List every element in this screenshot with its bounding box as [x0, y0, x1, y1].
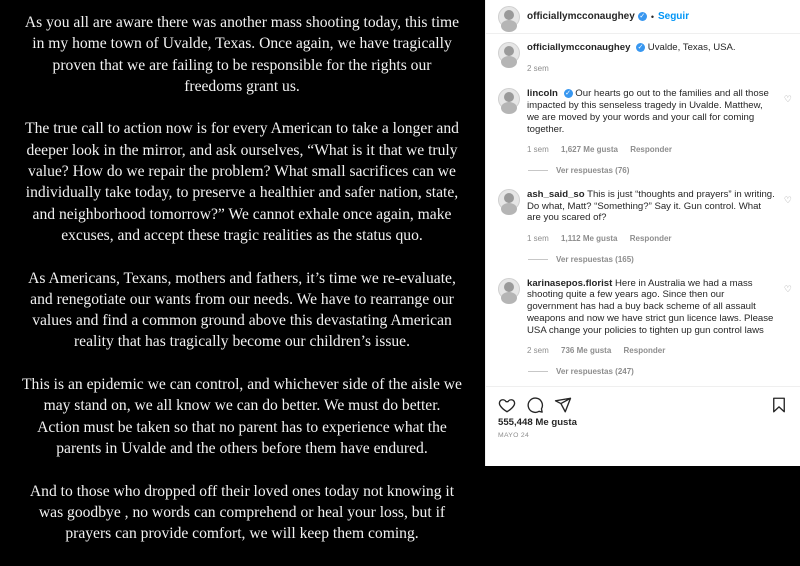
statement-paragraph: As Americans, Texans, mothers and fathers, it’s time we re-evaluate, and renegotiate our wants from our needs. We have to rearrange our values and find a common ground above this devastating American reality that has tragically become our children’s issue.: [28, 269, 456, 351]
comment-username[interactable]: ash_said_so: [527, 188, 585, 200]
caption-location: Uvalde, Texas, USA.: [647, 42, 736, 53]
replies-divider: [528, 170, 548, 171]
separator-dot: •: [650, 11, 654, 22]
post-footer: [486, 386, 800, 466]
avatar[interactable]: [498, 6, 520, 28]
reply-button[interactable]: Responder: [629, 234, 672, 244]
reply-button[interactable]: Responder: [623, 346, 666, 356]
comment: [486, 88, 800, 156]
comment-text: Our hearts go out to the families and all those impacted by this senseless tragedy in Uvalde. Matthew, we are moved by your words and your call for coming together.: [527, 88, 769, 135]
comment-text: This is just “thoughts and prayers” in writing. Do what, Matt? “Something?” Say it. Gun control. What are you scared of?: [527, 188, 775, 224]
reply-button[interactable]: Responder: [630, 145, 672, 155]
verified-badge-icon: ✓: [565, 90, 572, 98]
post-date[interactable]: MAYO 24: [498, 432, 530, 439]
comment-meta: [527, 233, 777, 245]
like-heart-icon[interactable]: [498, 396, 516, 414]
action-bar: [486, 387, 800, 415]
comment-time[interactable]: 1 sem: [527, 234, 549, 244]
comment-bubble-icon[interactable]: [526, 396, 544, 414]
avatar[interactable]: [498, 88, 520, 110]
bookmark-icon[interactable]: [770, 396, 788, 414]
comment: [486, 278, 800, 357]
comments-list[interactable]: [486, 34, 800, 386]
comment-body: [527, 189, 777, 245]
avatar[interactable]: [498, 278, 520, 300]
caption-time[interactable]: 2 sem: [527, 63, 549, 73]
view-replies-button[interactable]: [528, 255, 800, 264]
comment-time[interactable]: 1 sem: [527, 145, 549, 155]
comment-username[interactable]: lincoln: [527, 88, 558, 100]
replies-divider: [528, 371, 548, 372]
statement-paragraph: And to those who dropped off their loved ones today not knowing it was goodbye , no words can comprehend or heal your loss, but if prayers can provide comfort, we will keep them coming.: [29, 482, 455, 543]
comment-meta: [527, 345, 777, 357]
caption-text: [527, 42, 777, 74]
avatar[interactable]: [498, 42, 520, 64]
post-likes-count[interactable]: 555,448 Me gusta: [498, 417, 577, 428]
like-comment-heart-icon[interactable]: ♡: [783, 94, 792, 105]
header-username[interactable]: officiallymcconaughey: [527, 11, 635, 22]
comment-meta: [527, 144, 777, 156]
like-comment-heart-icon[interactable]: ♡: [783, 194, 792, 205]
statement-paragraph: This is an epidemic we can control, and whichever side of the aisle we may stand on, we all know we can do better. We must do better. Action must be taken so that no parent has to experience what the parents in Uvalde and the others before them have endured.: [22, 376, 462, 457]
verified-badge-icon: ✓: [639, 13, 646, 20]
comment-text: Here in Australia we had a mass shooting quite a few years ago. Since then our government has had a buy back scheme of all assault weapons and now we have strict gun licence laws. Please USA change your policies to tighten up gun control laws: [527, 277, 774, 336]
caption: [486, 42, 800, 74]
comment-body: [527, 278, 777, 357]
verified-badge-icon: ✓: [637, 43, 644, 51]
statement-text: [22, 12, 462, 566]
view-replies-label: Ver respuestas (247): [556, 366, 634, 376]
comment-likes[interactable]: 1,627 Me gusta: [561, 145, 618, 155]
comment-username[interactable]: karinasepos.florist: [527, 277, 613, 289]
share-icon[interactable]: [554, 396, 572, 414]
like-comment-heart-icon[interactable]: ♡: [783, 283, 792, 294]
view-replies-label: Ver respuestas (76): [556, 165, 630, 175]
view-replies-label: Ver respuestas (165): [556, 254, 634, 264]
avatar[interactable]: [498, 189, 520, 211]
comment: [486, 189, 800, 245]
caption-meta: [527, 63, 777, 75]
statement-paragraph: The true call to action now is for every American to take a longer and deeper look in the mirror, and ask ourselves, “What is it that we truly value? How do we repair the problem? What small sacrifices can we individually take today, to preserve a healthier and safer nation, state, and neighborhood tomorrow?” We cannot exhale once again, make excuses, and accept these tragic realities as the status quo.: [25, 120, 459, 244]
comment-time[interactable]: 2 sem: [527, 346, 549, 356]
caption-username[interactable]: officiallymcconaughey: [527, 42, 631, 53]
post-header: [486, 0, 800, 34]
post-side-panel: [485, 0, 800, 466]
view-replies-button[interactable]: [528, 367, 800, 376]
comment-likes[interactable]: 736 Me gusta: [561, 346, 612, 356]
comment-body: [527, 88, 777, 156]
replies-divider: [528, 259, 548, 260]
comment-likes[interactable]: 1,112 Me gusta: [561, 234, 618, 244]
follow-button[interactable]: Seguir: [657, 11, 690, 22]
view-replies-button[interactable]: [528, 166, 800, 175]
statement-paragraph: As you all are aware there was another mass shooting today, this time in my home town of Uvalde, Texas. Once again, we have tragically proven that we are failing to be responsible for the rights our freedoms grant us.: [24, 14, 460, 95]
